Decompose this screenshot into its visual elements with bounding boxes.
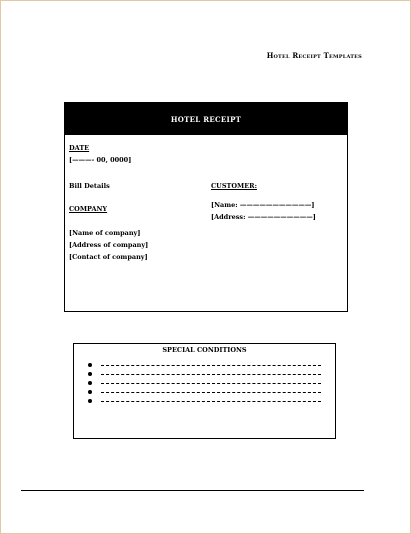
date-label: DATE [69,144,90,152]
condition-blank-line [101,401,321,402]
company-address: [Address of company] [69,241,149,249]
company-name: [Name of company] [69,229,141,237]
bullet-icon [88,363,92,367]
customer-address: [Address: ——————————] [211,213,316,221]
special-conditions-title: SPECIAL CONDITIONS [162,346,247,354]
receipt-header [65,103,347,135]
condition-blank-line [101,374,321,375]
condition-item [88,388,321,396]
condition-blank-line [101,392,321,393]
receipt-title: HOTEL RECEIPT [170,114,242,124]
condition-item [88,379,321,387]
customer-label: CUSTOMER: [211,182,257,190]
footer-rule [21,490,364,491]
condition-blank-line [101,383,321,384]
hotel-receipt-box [64,102,348,312]
special-conditions-box [73,343,336,439]
condition-item [88,397,321,405]
bullet-icon [88,372,92,376]
company-contact: [Contact of company] [69,253,148,261]
bullet-icon [88,381,92,385]
page-heading: Hotel Receipt Templates [266,51,362,60]
bullet-icon [88,399,92,403]
condition-blank-line [101,365,321,366]
bill-details-label: Bill Details [69,182,110,190]
customer-name: [Name: ———————————] [211,201,315,209]
date-value: [———- 00, 0000] [69,156,132,164]
condition-item [88,361,321,369]
company-label: COMPANY [69,205,108,213]
condition-item [88,370,321,378]
bullet-icon [88,390,92,394]
